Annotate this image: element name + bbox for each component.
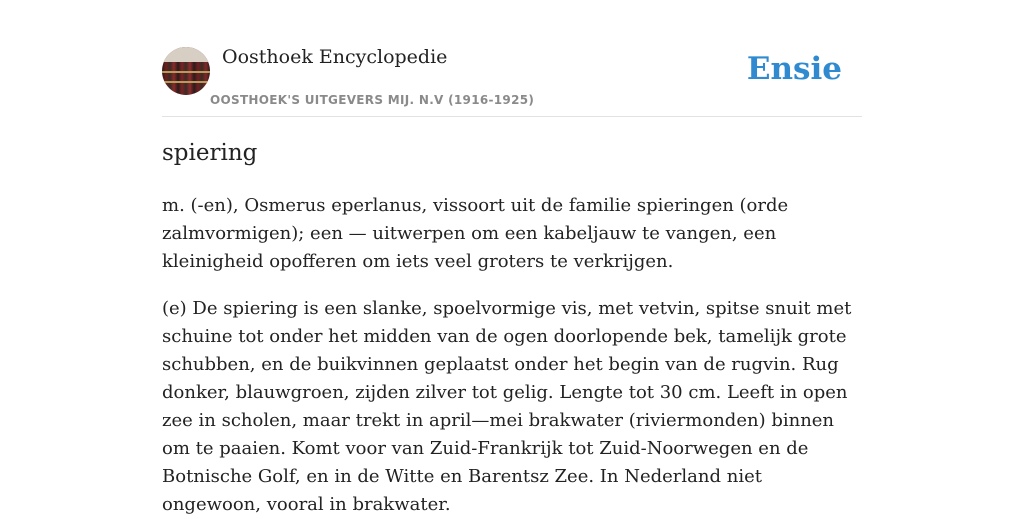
- page: [162, 0, 862, 515]
- source-publisher: OOSTHOEK'S UITGEVERS MIJ. N.V (1916-1925): [210, 93, 535, 107]
- source-header: [162, 46, 862, 117]
- source-title[interactable]: Oosthoek Encyclopedie: [222, 46, 448, 68]
- ensie-logo[interactable]: Ensie: [746, 51, 842, 87]
- avatar-spine-band: [162, 81, 210, 83]
- encyclopedia-books-avatar[interactable]: [162, 47, 210, 95]
- article-paragraph: m. (-en), Osmerus eperlanus, vissoort uit de familie spieringen (orde zalmvormigen); een — uitwerpen om een kabeljauw te vangen, een kleinigheid opofferen om iets veel groters te verkrijgen.: [162, 195, 789, 272]
- avatar-spine-band: [162, 71, 210, 73]
- article-paragraph: (e) De spiering is een slanke, spoelvormige vis, met vetvin, spitse snuit met schuine tot onder het midden van de ogen doorlopende bek, tamelijk grote schubben, en de buikvinnen geplaatst onder het begin van de rugvin. Rug donker, blauwgroen, zijden zilver tot gelig. Lengte tot 30 cm. Leeft in open zee in scholen, maar trekt in april—mei brakwater (riviermonden) binnen om te paaien. Komt voor van Zuid-Frankrijk tot Zuid-Noorwegen en de Botnische Golf, en in de Witte en Barentsz Zee. In Nederland niet ongewoon, vooral in brakwater.: [162, 298, 852, 515]
- avatar-shelf-top: [162, 47, 210, 62]
- article-title: spiering: [162, 140, 258, 166]
